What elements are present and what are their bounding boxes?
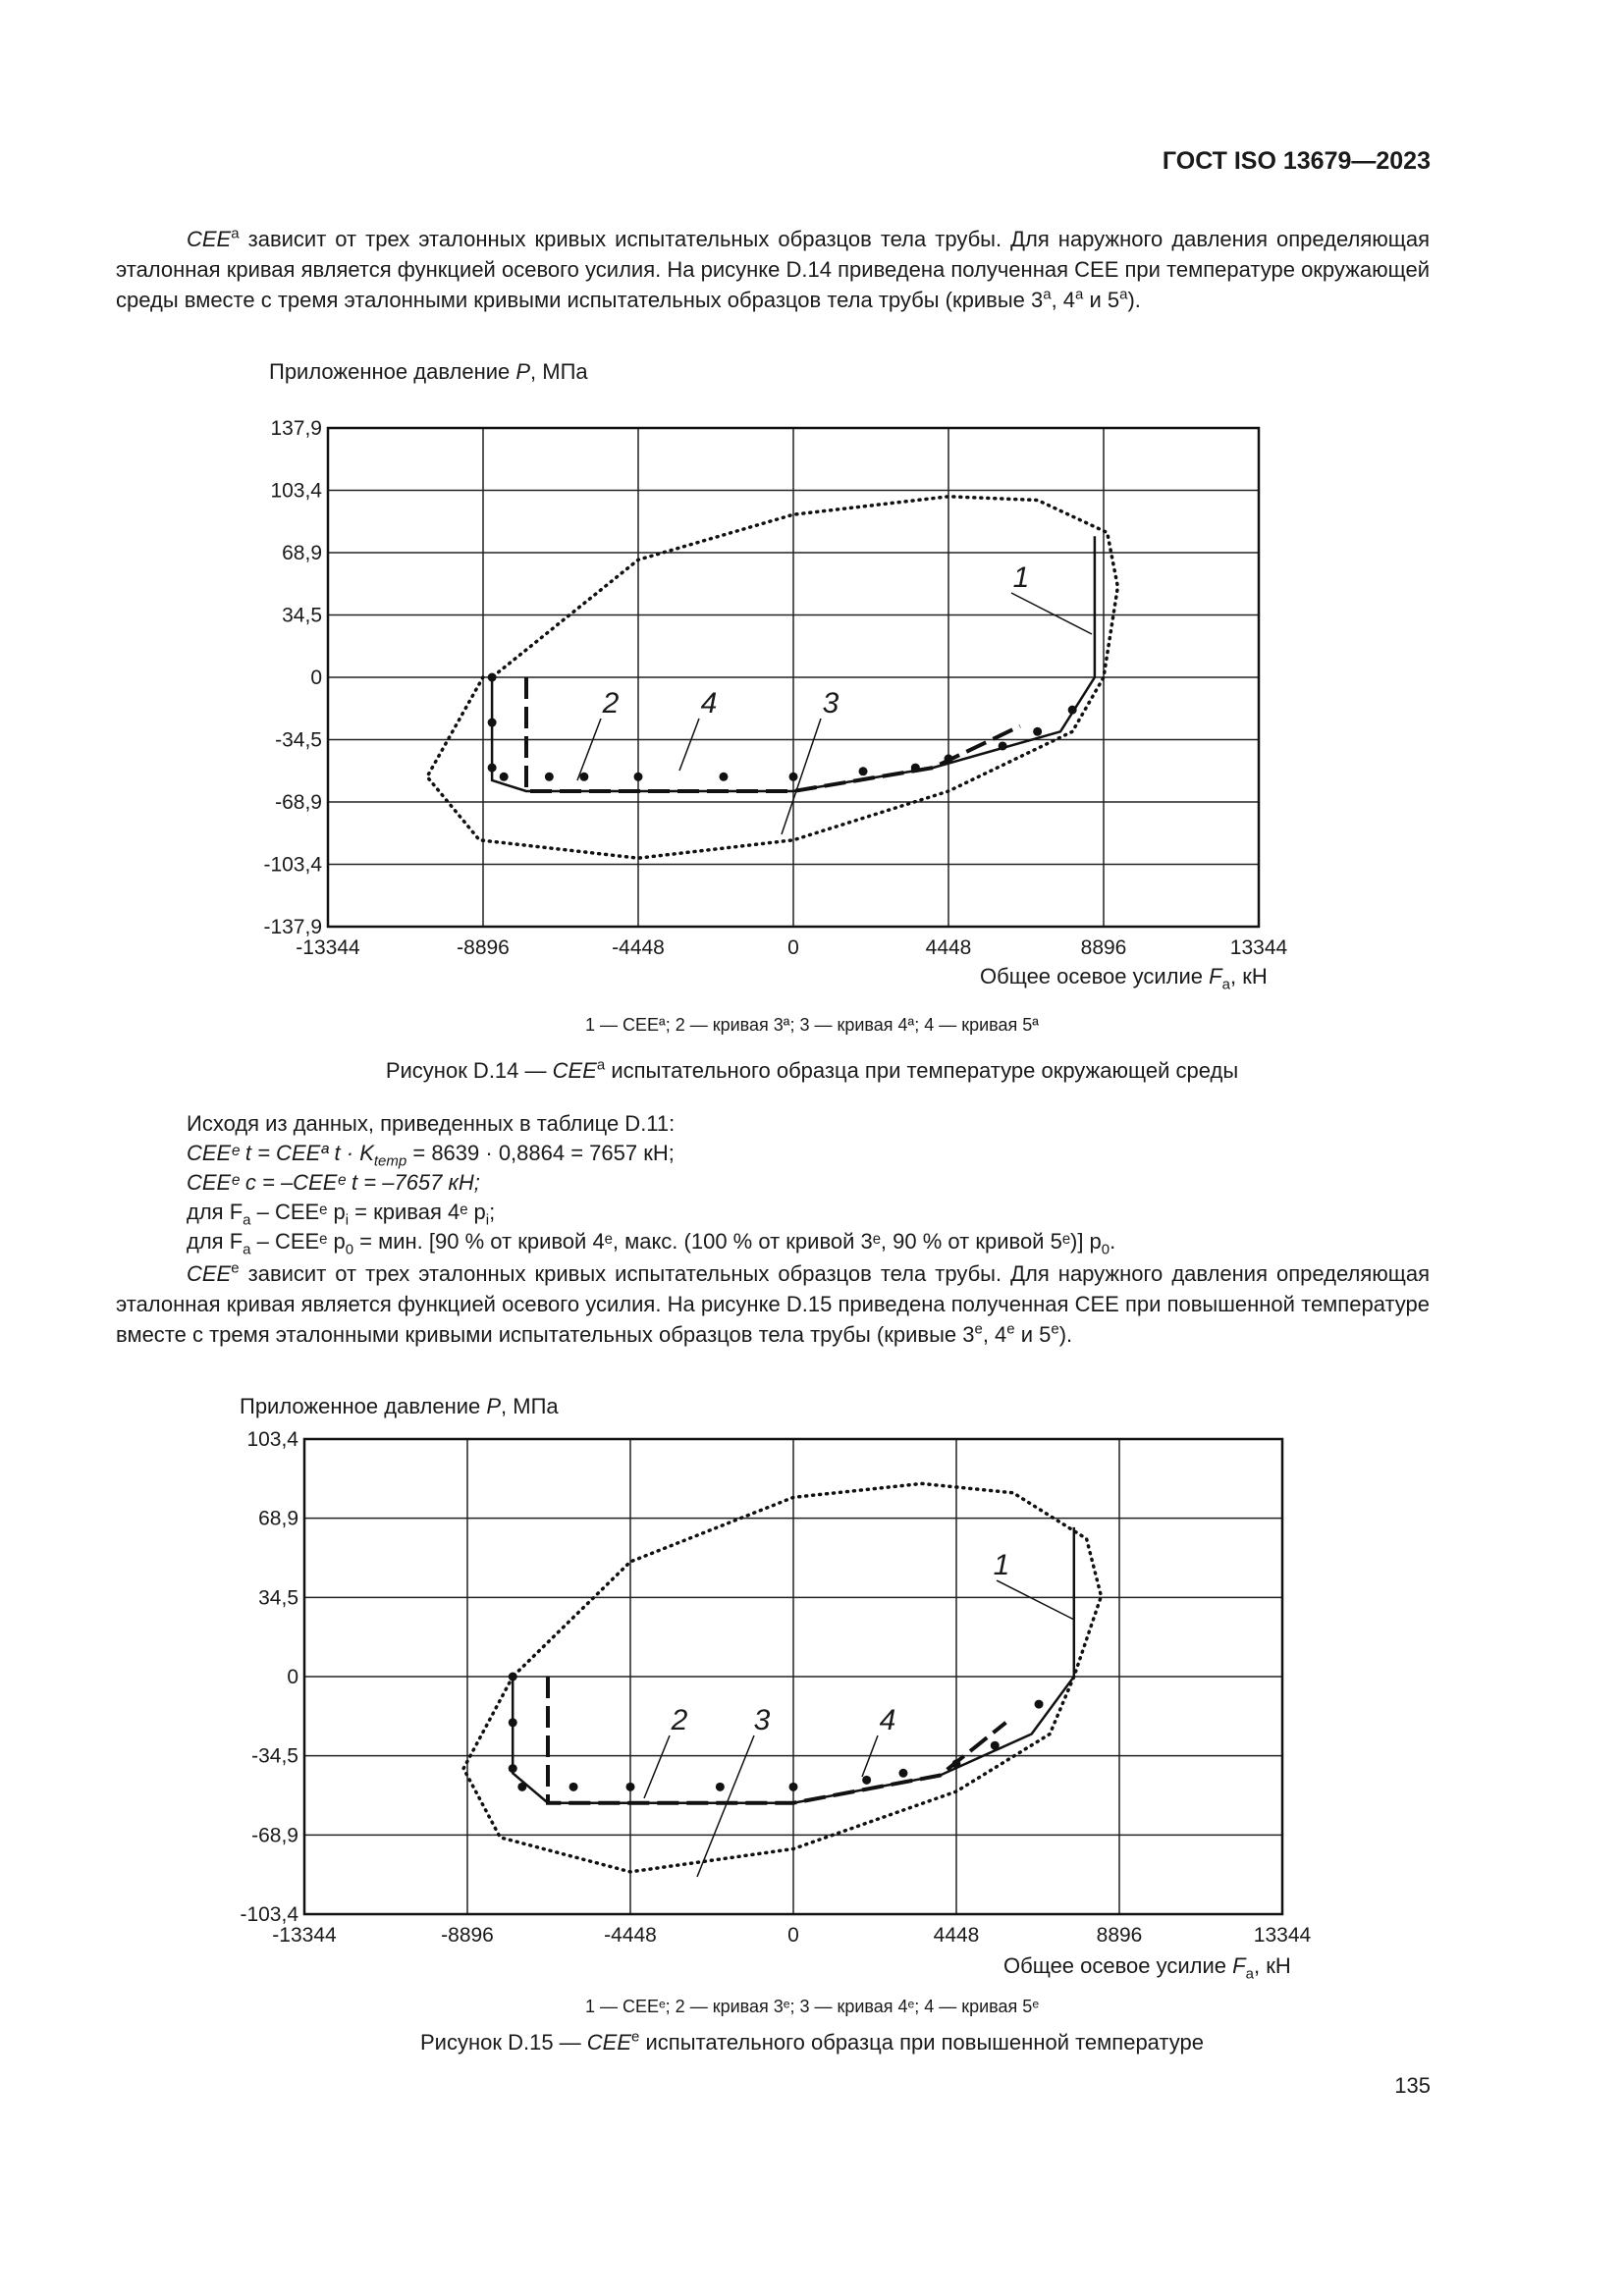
formula-block: [187, 1109, 1115, 1256]
x-tick-label: 0: [787, 1924, 799, 1947]
x-tick-label: -13344: [296, 936, 360, 959]
callout-leader: [679, 719, 699, 771]
paragraph-text: зависит от трех эталонных кривых испытательных образцов тела трубы. Для наружного давления определяющая эталонная кривая является функцией осевого усилия. На рисунке D.14 приведена полученная СЕЕ при температуре окружающей среды вместе с тремя эталонными кривыми испытательных образцов тела трубы (кривые 3: [116, 227, 1430, 312]
formula-sub: i: [485, 1211, 490, 1229]
y-tick-label: -137,9: [263, 916, 322, 938]
paragraph-text: и 5: [1014, 1322, 1052, 1347]
caption-text: испытательного образца при повышенной температуре: [639, 2030, 1204, 2055]
y-tick-label: -34,5: [275, 728, 322, 752]
x-tick-label: -4448: [604, 1924, 657, 1947]
callout-label: 4: [879, 1704, 896, 1736]
paragraph-text: , 4: [982, 1322, 1007, 1347]
y-tick-label: 0: [287, 1666, 298, 1688]
series-4-point: [789, 1783, 798, 1791]
callout-leader: [577, 719, 601, 780]
y-tick-label: 103,4: [246, 1428, 298, 1451]
label-var: P: [515, 359, 531, 384]
label-unit: , МПа: [530, 359, 588, 384]
superscript: a: [1043, 286, 1052, 303]
superscript: e: [974, 1320, 983, 1338]
series-4-point: [1033, 727, 1042, 736]
document-number: ГОСТ ISO 13679—2023: [1162, 147, 1431, 175]
cee-term: CEE: [187, 1261, 232, 1286]
fig14-x-axis-label: [980, 964, 1268, 993]
label-unit: , кН: [1253, 1953, 1291, 1978]
paragraph-2: [116, 1258, 1430, 1350]
x-tick-label: 8896: [1096, 1924, 1143, 1947]
fig15-legend: 1 — CEEᵉ; 2 — кривая 3ᵉ; 3 — кривая 4ᵉ; 4 — кривая 5ᵉ: [584, 1997, 1040, 2016]
callout-leader: [644, 1735, 670, 1798]
paragraph-text: ).: [1058, 1322, 1073, 1347]
superscript: a: [231, 225, 240, 242]
y-tick-label: 68,9: [282, 542, 322, 564]
formula-text: ;: [489, 1200, 496, 1224]
series-4-point: [1068, 706, 1077, 715]
formula-sub: a: [243, 1211, 251, 1229]
paragraph-text: ).: [1127, 288, 1141, 312]
callout-label: 1: [1012, 561, 1030, 594]
series-4-point: [579, 773, 588, 781]
formula-intro: Исходя из данных, приведенных в таблице D.11:: [187, 1111, 676, 1136]
label-text: Приложенное давление: [269, 359, 516, 384]
formula-text: CEEᵉ t = CEEª t · K: [187, 1141, 374, 1165]
y-tick-label: -103,4: [263, 853, 322, 877]
x-tick-label: 13344: [1229, 936, 1288, 959]
label-sub: a: [1221, 976, 1230, 993]
label-text: Приложенное давление: [240, 1394, 487, 1418]
series-4-point: [509, 1764, 517, 1773]
callout-label: 2: [602, 687, 620, 720]
series-4-point: [911, 764, 920, 773]
formula-text: – CEEᵉ p: [250, 1229, 346, 1254]
formula-text: = 8639 · 0,8864 = 7657 кН;: [406, 1141, 675, 1165]
y-tick-label: 103,4: [270, 479, 322, 503]
callout-leader: [997, 1580, 1074, 1620]
formula-text: для F: [187, 1200, 244, 1224]
y-tick-label: 34,5: [282, 604, 322, 627]
superscript: e: [631, 2028, 640, 2046]
formula-2: CEEᵉ c = –CEEᵉ t = –7657 кН;: [187, 1170, 480, 1195]
series-4-point: [509, 1718, 517, 1727]
series-4-point: [500, 773, 509, 781]
label-unit: , кН: [1229, 964, 1268, 988]
callout-leader: [1011, 593, 1092, 634]
series-4-point: [488, 673, 497, 682]
formula-sub: 0: [345, 1241, 354, 1258]
cee-term: CEE: [187, 227, 232, 251]
fig14-legend: 1 — CEEª; 2 — кривая 3ª; 3 — кривая 4ª; 4 — кривая 5ª: [585, 1015, 1039, 1035]
series-2-line: [548, 1677, 1006, 1803]
formula-1: [187, 1139, 1115, 1168]
superscript: a: [596, 1056, 606, 1074]
x-tick-label: -8896: [441, 1924, 494, 1947]
callout-label: 4: [700, 687, 718, 720]
series-4-point: [545, 773, 554, 781]
series-4-point: [991, 1741, 1000, 1750]
label-var: F: [1209, 964, 1222, 988]
superscript: e: [1051, 1320, 1059, 1338]
series-4-point: [952, 1759, 961, 1768]
superscript: a: [1119, 286, 1128, 303]
series-4-point: [488, 764, 497, 773]
fig15-x-axis-label: [1003, 1953, 1291, 1983]
label-sub: a: [1245, 1965, 1254, 1983]
series-4-point: [626, 1783, 635, 1791]
series-4-point: [716, 1783, 725, 1791]
x-tick-label: 4448: [933, 1924, 980, 1947]
y-tick-label: 137,9: [270, 417, 322, 440]
series-4-point: [1035, 1700, 1044, 1709]
series-4-point: [859, 767, 868, 775]
x-tick-label: -8896: [457, 936, 510, 959]
y-tick-label: -34,5: [251, 1744, 298, 1768]
x-tick-label: 4448: [925, 936, 972, 959]
paragraph-1: [116, 224, 1430, 315]
fig14-caption: [0, 1058, 1624, 1084]
series-4-point: [999, 741, 1007, 750]
formula-text: = мин. [90 % от кривой 4ᵉ, макс. (100 % от кривой 3ᵉ, 90 % от кривой 5ᵉ)] p: [353, 1229, 1102, 1254]
series-4-point: [509, 1673, 517, 1682]
formula-3: [187, 1198, 1115, 1227]
page-number: 135: [1394, 2073, 1431, 2098]
series-4-point: [569, 1783, 578, 1791]
fig14-y-axis-label: [269, 359, 588, 385]
callout-label: 3: [753, 1704, 771, 1736]
x-tick-label: -4448: [612, 936, 665, 959]
callout-leader: [782, 719, 821, 834]
formula-4: [187, 1227, 1115, 1256]
x-tick-label: 8896: [1080, 936, 1127, 959]
series-4-point: [488, 719, 497, 727]
series-2-line: [526, 677, 1020, 791]
label-var: F: [1232, 1953, 1246, 1978]
formula-sub: 0: [1101, 1241, 1110, 1258]
series-4-point: [517, 1783, 526, 1791]
series-4-point: [862, 1776, 871, 1785]
caption-text: Рисунок D.15 —: [420, 2030, 587, 2055]
figure-d14-chart: [0, 393, 1624, 1001]
superscript: e: [1006, 1320, 1015, 1338]
fig15-y-axis-label: [240, 1394, 559, 1419]
y-tick-label: -68,9: [275, 791, 322, 814]
series-4-point: [719, 773, 728, 781]
y-tick-label: 34,5: [258, 1586, 298, 1610]
y-tick-label: 68,9: [258, 1507, 298, 1530]
series-3-line: [463, 1483, 1101, 1872]
callout-label: 3: [822, 687, 839, 720]
x-tick-label: 0: [787, 936, 799, 959]
series-4-point: [898, 1769, 907, 1778]
superscript: a: [1075, 286, 1084, 303]
formula-text: – CEEᵉ p: [250, 1200, 346, 1224]
x-tick-label: -13344: [272, 1924, 337, 1947]
formula-sub: temp: [373, 1152, 407, 1170]
fig15-caption: [0, 2030, 1624, 2056]
formula-sub: a: [243, 1241, 251, 1258]
label-unit: , МПа: [501, 1394, 559, 1418]
caption-var: CEE: [552, 1058, 597, 1083]
paragraph-text: зависит от трех эталонных кривых испытательных образцов тела трубы. Для наружного давления определяющая эталонная кривая является функцией осевого усилия. На рисунке D.15 приведена полученная СЕЕ при повышенной температуре вместе с тремя эталонными кривыми испытательных образцов тела трубы (кривые 3: [116, 1261, 1430, 1347]
formula-text: .: [1110, 1229, 1116, 1254]
y-tick-label: -68,9: [251, 1824, 298, 1847]
label-text: Общее осевое усилие: [1003, 1953, 1233, 1978]
formula-text: = кривая 4ᵉ p: [349, 1200, 486, 1224]
callout-label: 2: [671, 1704, 688, 1736]
caption-text: Рисунок D.14 —: [385, 1058, 553, 1083]
figure-d15-chart: [0, 1423, 1624, 1973]
caption-text: испытательного образца при температуре окружающей среды: [605, 1058, 1239, 1083]
paragraph-text: , 4: [1051, 288, 1076, 312]
x-tick-label: 13344: [1253, 1924, 1312, 1947]
series-4-point: [945, 754, 953, 763]
series-4-point: [634, 773, 643, 781]
label-text: Общее осевое усилие: [980, 964, 1210, 988]
label-var: P: [486, 1394, 502, 1418]
y-tick-label: -103,4: [240, 1903, 298, 1926]
callout-label: 1: [993, 1549, 1010, 1581]
y-tick-label: 0: [310, 667, 322, 689]
formula-sub: i: [345, 1211, 350, 1229]
superscript: e: [231, 1259, 240, 1277]
paragraph-text: и 5: [1083, 288, 1120, 312]
series-4-point: [789, 773, 798, 781]
caption-var: CEE: [586, 2030, 632, 2055]
formula-text: для F: [187, 1229, 244, 1254]
